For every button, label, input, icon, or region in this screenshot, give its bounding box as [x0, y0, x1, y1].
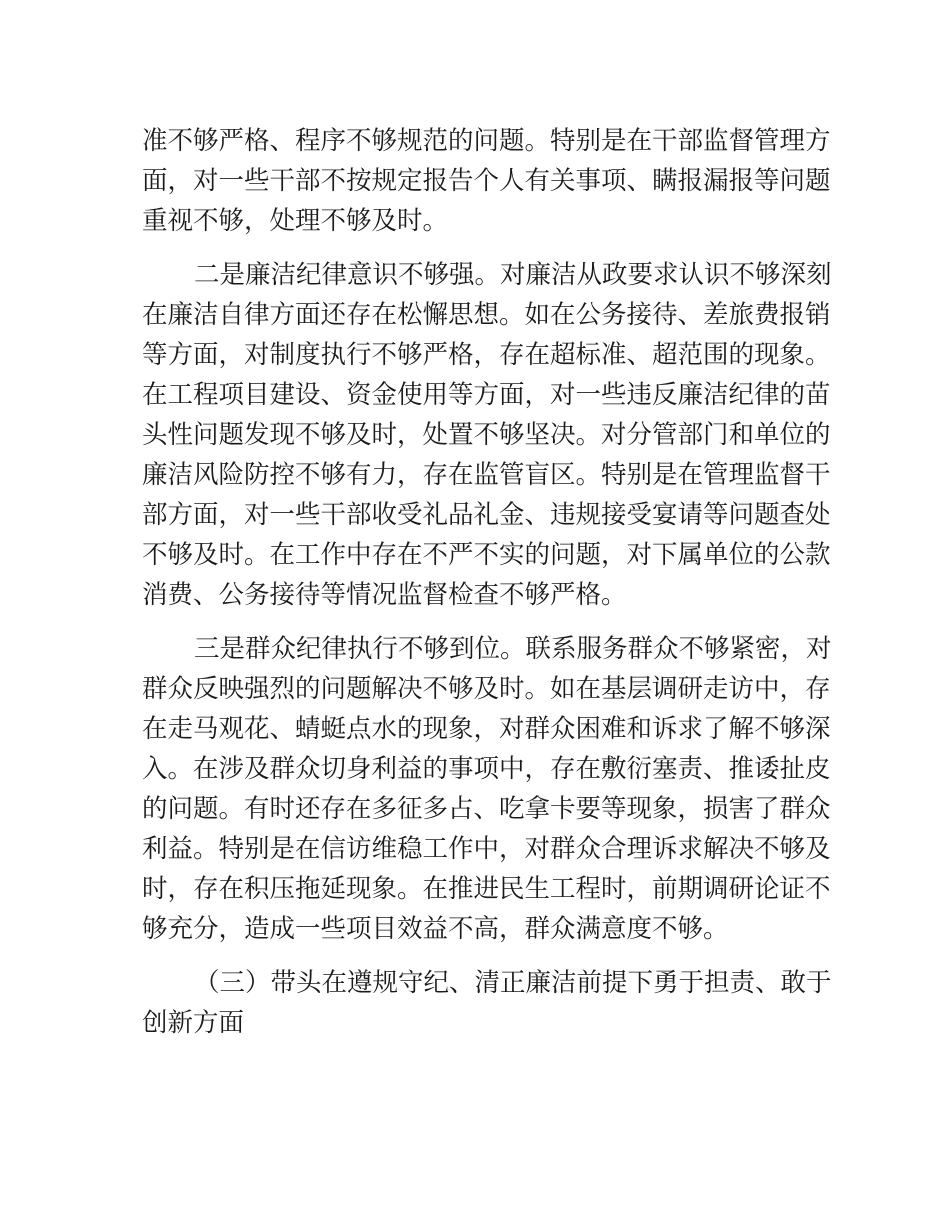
paragraph-2	[142, 255, 832, 615]
text-line: 在廉洁自律方面还存在松懈思想。如在公务接待、差旅费报销	[142, 300, 831, 330]
text-line: 三是群众纪律执行不够到位。联系服务群众不够紧密，对	[194, 634, 832, 664]
text-line: 准不够严格、程序不够规范的问题。特别是在干部监督管理方	[142, 126, 831, 156]
text-line: 重视不够，处理不够及时。	[142, 206, 449, 236]
paragraph-1	[142, 121, 831, 241]
heading-line: （三）带头在遵规守纪、清正廉洁前提下勇于担责、敢于	[194, 968, 832, 998]
text-line: 面，对一些干部不按规定报告个人有关事项、瞒报漏报等问题	[142, 166, 831, 196]
text-line: 利益。特别是在信访维稳工作中，对群众合理诉求解决不够及	[142, 834, 831, 864]
text-line: 入。在涉及群众切身利益的事项中，存在敷衍塞责、推诿扯皮	[142, 754, 831, 784]
text-line: 在工程项目建设、资金使用等方面，对一些违反廉洁纪律的苗	[142, 380, 831, 410]
text-line: 的问题。有时还存在多征多占、吃拿卡要等现象，损害了群众	[142, 794, 831, 824]
text-line: 消费、公务接待等情况监督检查不够严格。	[142, 580, 627, 610]
text-line: 部方面，对一些干部收受礼品礼金、违规接受宴请等问题查处	[142, 500, 831, 530]
section-heading	[142, 963, 832, 1043]
text-line: 等方面，对制度执行不够严格，存在超标准、超范围的现象。	[142, 340, 831, 370]
text-line: 头性问题发现不够及时，处置不够坚决。对分管部门和单位的	[142, 420, 831, 450]
text-line: 群众反映强烈的问题解决不够及时。如在基层调研走访中，存	[142, 674, 831, 704]
text-line: 不够及时。在工作中存在不严不实的问题，对下属单位的公款	[142, 540, 831, 570]
heading-line: 创新方面	[142, 1008, 245, 1038]
document-body	[142, 121, 832, 1057]
text-line: 廉洁风险防控不够有力，存在监管盲区。特别是在管理监督干	[142, 460, 831, 490]
text-line: 够充分，造成一些项目效益不高，群众满意度不够。	[142, 914, 729, 944]
text-line: 在走马观花、蜻蜓点水的现象，对群众困难和诉求了解不够深	[142, 714, 831, 744]
text-line: 二是廉洁纪律意识不够强。对廉洁从政要求认识不够深刻	[194, 260, 832, 290]
paragraph-3	[142, 629, 832, 949]
text-line: 时，存在积压拖延现象。在推进民生工程时，前期调研论证不	[142, 874, 831, 904]
